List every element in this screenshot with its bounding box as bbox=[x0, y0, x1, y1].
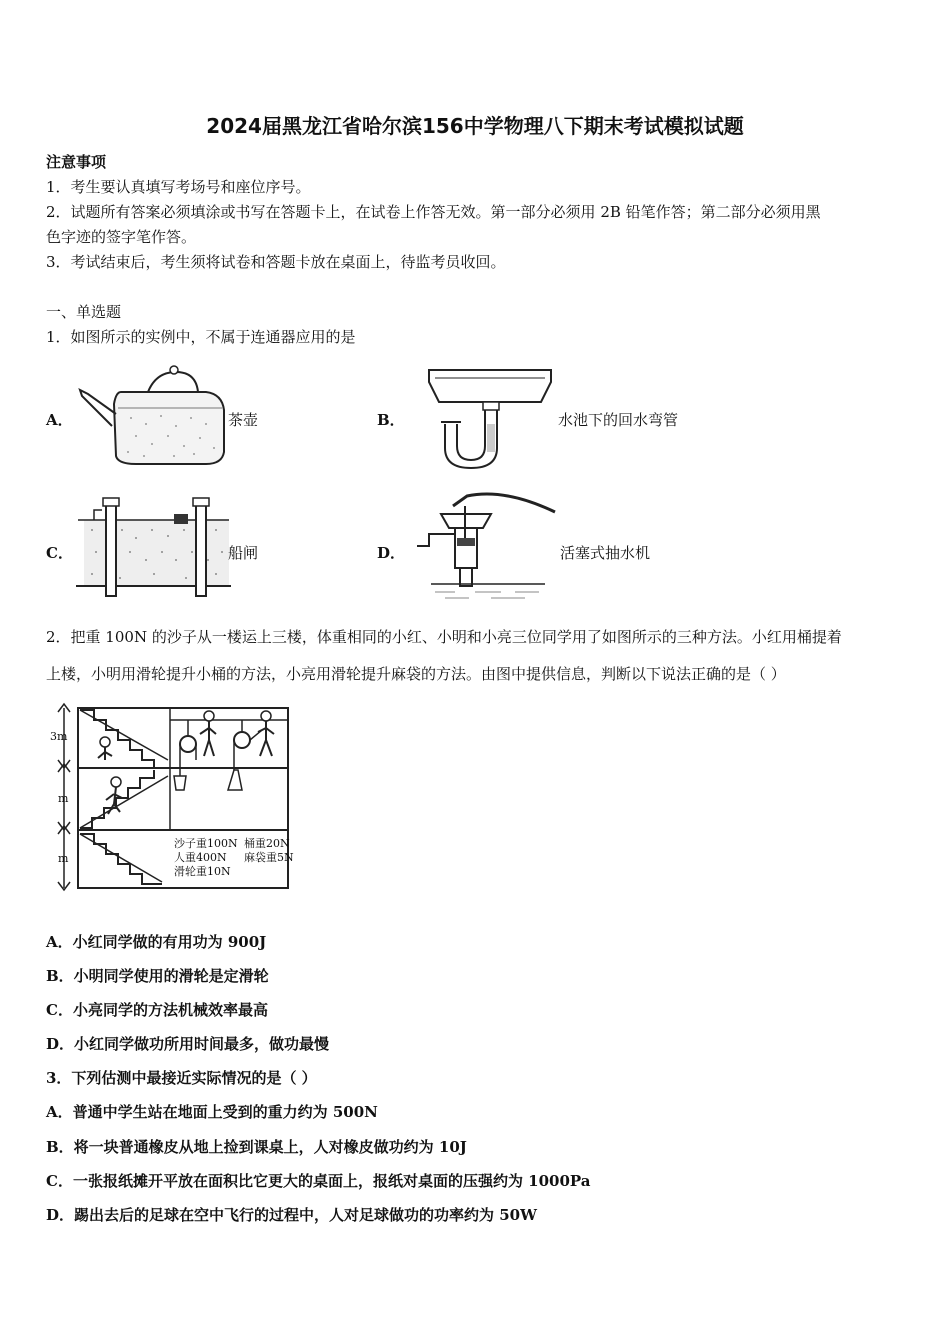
q2-option-b: B．小明同学使用的滑轮是定滑轮 bbox=[46, 967, 269, 985]
section-heading: 一、单选题 bbox=[46, 303, 122, 321]
ship-lock-figure bbox=[76, 490, 231, 602]
q1-option-b-letter: B． bbox=[377, 411, 405, 429]
q2-option-d: D．小红同学做功所用时间最多，做功最慢 bbox=[46, 1035, 330, 1053]
question-2-stem-line-1: 2．把重 100N 的沙子从一楼运上三楼，体重相同的小红、小明和小亮三位同学用了如图所示的三种方法。小红用桶提着 bbox=[46, 628, 842, 646]
notice-heading: 注意事项 bbox=[46, 153, 107, 171]
notice-item-3: 3．考试结束后，考生须将试卷和答题卡放在桌面上，待监考员收回。 bbox=[46, 253, 506, 271]
question-2-stem-line-2: 上楼，小明用滑轮提升小桶的方法，小亮用滑轮提升麻袋的方法。由图中提供信息，判断以下说法正确的是（ ） bbox=[46, 665, 786, 683]
notice-item-2-cont: 色字迹的签字笔作答。 bbox=[46, 228, 197, 246]
piston-pump-figure bbox=[405, 488, 560, 604]
q1-option-d-letter: D． bbox=[377, 544, 406, 562]
q2-option-a: A．小红同学做的有用功为 900J bbox=[46, 933, 267, 951]
question-1-stem: 1．如图所示的实例中，不属于连通器应用的是 bbox=[46, 328, 356, 346]
height-label-bottom: m bbox=[58, 852, 69, 865]
q3-option-a: A．普通中学生站在地面上受到的重力约为 500N bbox=[46, 1103, 378, 1121]
person-weight-label: 人重400N bbox=[174, 851, 227, 864]
sack-weight-label: 麻袋重5N bbox=[244, 851, 294, 864]
q3-option-d: D．踢出去后的足球在空中飞行的过程中，人对足球做功的功率约为 50W bbox=[46, 1206, 537, 1224]
q2-option-c: C．小亮同学的方法机械效率最高 bbox=[46, 1001, 268, 1019]
stairs-pulley-figure bbox=[50, 700, 295, 895]
question-3-stem: 3．下列估测中最接近实际情况的是（ ） bbox=[46, 1069, 317, 1087]
teapot-figure bbox=[76, 364, 226, 468]
q1-option-c-caption: 船闸 bbox=[228, 544, 259, 562]
height-label-top: 3m bbox=[50, 730, 68, 743]
bucket-weight-label: 桶重20N bbox=[244, 837, 290, 850]
page-title: 2024届黑龙江省哈尔滨156中学物理八下期末考试模拟试题 bbox=[206, 114, 744, 138]
notice-item-1: 1．考生要认真填写考场号和座位序号。 bbox=[46, 178, 311, 196]
sand-weight-label: 沙子重100N bbox=[174, 837, 238, 850]
q3-option-c: C．一张报纸摊开平放在面积比它更大的桌面上，报纸对桌面的压强约为 1000Pa bbox=[46, 1172, 591, 1190]
q3-option-b: B．将一块普通橡皮从地上捡到课桌上，人对橡皮做功约为 10J bbox=[46, 1138, 467, 1156]
q1-option-b-caption: 水池下的回水弯管 bbox=[558, 411, 679, 429]
pulley-weight-label: 滑轮重10N bbox=[174, 865, 231, 878]
height-label-middle: m bbox=[58, 792, 69, 805]
q1-option-a-letter: A． bbox=[46, 411, 73, 429]
q1-option-a-caption: 茶壶 bbox=[228, 411, 259, 429]
sink-trap-figure bbox=[405, 364, 555, 470]
q1-option-d-caption: 活塞式抽水机 bbox=[560, 544, 651, 562]
q1-option-c-letter: C． bbox=[46, 544, 73, 562]
notice-item-2: 2．试题所有答案必须填涂或书写在答题卡上，在试卷上作答无效。第一部分必须用 2B 铅笔作答；第二部分必须用黑 bbox=[46, 203, 821, 221]
